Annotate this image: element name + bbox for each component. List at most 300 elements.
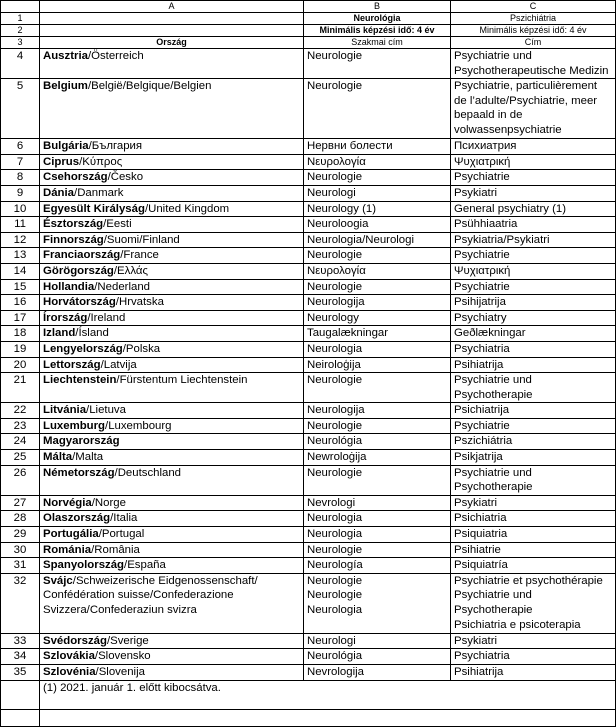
neurology-title	[304, 154, 451, 170]
row-number: 16	[1, 295, 40, 311]
country-name: Franciaország	[43, 249, 121, 262]
table-body	[1, 1, 616, 727]
country-name: Belgium	[43, 80, 88, 93]
neurology-title	[304, 418, 451, 434]
country-line	[43, 543, 300, 558]
table-row	[1, 139, 616, 155]
table-row	[1, 185, 616, 201]
country-name: Olaszország	[43, 512, 111, 525]
country-native-name: /Sverige	[106, 634, 149, 647]
column-letter-b: B	[304, 1, 451, 13]
neurology-title-line: Neurologie	[307, 374, 363, 387]
country-native-name: /Polska	[122, 342, 161, 355]
country-name: Liechtenstein	[43, 374, 117, 387]
table-row	[1, 49, 616, 79]
country-native-name: /Luxembourg	[105, 419, 172, 432]
neurology-title	[304, 450, 451, 466]
header-row-2	[1, 25, 616, 37]
table-row	[1, 434, 616, 450]
neurology-title	[304, 295, 451, 311]
country-name: Litvánia	[43, 404, 87, 417]
country-name: Szlovákia	[43, 650, 95, 663]
psychiatry-title-line: Psichiatria e psicoterapia	[454, 618, 581, 631]
country-cell	[40, 511, 304, 527]
country-native-name: /België/Belgique/Belgien	[87, 80, 212, 93]
country-name: Észtország	[43, 218, 104, 231]
table-row	[1, 418, 616, 434]
psychiatry-title-line: Psychiatrie, particulièrement	[454, 80, 598, 93]
psychiatry-title-line: Psychiatrie und	[454, 466, 532, 479]
country-line	[43, 403, 300, 418]
country-line	[43, 634, 300, 649]
country-name: Izland	[43, 327, 76, 340]
psychiatry-title-line: Psihijatrija	[454, 296, 506, 309]
country-cell	[40, 139, 304, 155]
row-number: 35	[1, 665, 40, 681]
country-line	[43, 170, 300, 185]
psychiatry-title	[451, 495, 616, 511]
country-cell	[40, 279, 304, 295]
country-line	[43, 665, 300, 680]
corner-cell	[1, 1, 40, 13]
table-row	[1, 649, 616, 665]
neurology-title	[304, 542, 451, 558]
neurology-title-line: Neiroloģija	[307, 358, 361, 371]
table-row	[1, 633, 616, 649]
row-number: 8	[1, 170, 40, 186]
psychiatry-title	[451, 665, 616, 681]
country-line	[43, 79, 300, 94]
country-native-name: /Danmark	[74, 186, 124, 199]
row-number: 3	[1, 37, 40, 49]
psychiatry-title	[451, 310, 616, 326]
footnote: (1) 2021. január 1. előtt kibocsátva.	[40, 680, 616, 709]
neurology-title-line: Neurologie	[307, 543, 363, 556]
country-name: Lengyelország	[43, 342, 123, 355]
country-native-name: /Slovenija	[95, 666, 145, 678]
neurology-title	[304, 49, 451, 79]
header-row-1	[1, 13, 616, 25]
country-name: Horvátország	[43, 296, 116, 309]
psychiatry-title-line: Психиатрия	[454, 140, 517, 153]
country-cell	[40, 527, 304, 543]
psychiatry-title-line: Psiquiatria	[454, 528, 508, 541]
psychiatry-title	[451, 527, 616, 543]
psychiatry-title-line: Psychiatry	[454, 311, 507, 324]
country-native-name: /Česko	[107, 171, 144, 184]
country-name: Svédország	[43, 634, 107, 647]
neurology-title	[304, 185, 451, 201]
neurology-title	[304, 310, 451, 326]
country-name: Finnország	[43, 233, 104, 246]
column-letter-a: A	[40, 1, 304, 13]
psychiatry-title	[451, 279, 616, 295]
country-line	[43, 558, 300, 573]
country-cell	[40, 357, 304, 373]
country-cell	[40, 403, 304, 419]
country-line	[43, 326, 300, 341]
psychiatry-title-line: Psykiatri	[454, 496, 498, 509]
country-cell	[40, 185, 304, 201]
row-number: 25	[1, 450, 40, 466]
country-native-name: /Hrvatska	[115, 296, 164, 309]
country-line	[43, 527, 300, 542]
table-row	[1, 373, 616, 403]
table-row	[1, 495, 616, 511]
row-number: 11	[1, 217, 40, 233]
neurology-title-line: Neurológia	[307, 435, 363, 448]
country-cell	[40, 248, 304, 264]
psychiatry-title-line: Ψυχιατρική	[454, 264, 511, 277]
country-name: Dánia	[43, 186, 75, 199]
neurology-title	[304, 434, 451, 450]
neurology-title-line: Neurologie	[307, 589, 363, 602]
country-cell	[40, 558, 304, 574]
table-row	[1, 232, 616, 248]
country-line	[43, 373, 300, 388]
country-cell	[40, 465, 304, 495]
country-name: Portugália	[43, 528, 99, 541]
country-native-name: /France	[120, 249, 159, 262]
neurology-title-line: Neurologie	[307, 466, 363, 479]
country-name: Lettország	[43, 358, 101, 371]
neurology-title-line: Neurology (1)	[307, 202, 377, 215]
country-cell	[40, 295, 304, 311]
neurology-title-cell: Neurológia	[304, 13, 451, 25]
footnote-row	[1, 680, 616, 709]
neurology-title-line: Neurologija	[307, 296, 365, 309]
psychiatry-title	[451, 542, 616, 558]
country-name: Ciprus	[43, 155, 80, 168]
country-native-name: /Schweizerische Eidgenossenschaft/	[72, 574, 258, 587]
country-cell	[40, 633, 304, 649]
row-number: 32	[1, 573, 40, 633]
psychiatry-title-line: bepaald in de	[454, 109, 523, 122]
row-number-empty	[1, 709, 40, 726]
psychiatry-title-line: Psichiatria	[454, 512, 507, 525]
country-line	[43, 155, 300, 170]
country-line	[43, 49, 300, 64]
psychiatry-title	[451, 326, 616, 342]
table-row	[1, 341, 616, 357]
neurology-title-line: Neurologia	[307, 604, 363, 616]
country-name: Bulgária	[43, 140, 89, 153]
country-line	[43, 311, 300, 326]
country-line	[43, 419, 300, 434]
psychiatry-title	[451, 217, 616, 233]
row-number: 29	[1, 527, 40, 543]
psychiatry-title	[451, 232, 616, 248]
psychiatry-title	[451, 649, 616, 665]
neurology-title-line: Neuroloogia	[307, 218, 369, 231]
row-number: 18	[1, 326, 40, 342]
table-row	[1, 573, 616, 633]
psychiatry-title	[451, 403, 616, 419]
country-native-name: /Ελλάς	[113, 264, 148, 277]
country-line	[43, 202, 300, 217]
country-cell	[40, 326, 304, 342]
country-line	[43, 233, 300, 248]
psychiatry-title-line: Pszichiátria	[454, 435, 513, 448]
neurology-title-line: Nevrologi	[307, 496, 356, 509]
country-cell	[40, 232, 304, 248]
row-number: 7	[1, 154, 40, 170]
country-line	[43, 574, 300, 589]
neurology-title	[304, 403, 451, 419]
psychiatry-title	[451, 373, 616, 403]
row-number: 5	[1, 79, 40, 139]
country-line	[43, 450, 300, 465]
neurology-title-line: Neurologia	[307, 342, 363, 355]
neurology-title-line: Neurologie	[307, 419, 363, 432]
neurology-title-line: Neurologi	[307, 634, 356, 647]
country-name: Németország	[43, 466, 115, 479]
psychiatry-title-line: Psychiatrie	[454, 171, 510, 184]
country-line	[43, 434, 300, 449]
row-number: 2	[1, 25, 40, 37]
neurology-title-line: Neurologija	[307, 404, 365, 417]
table-row	[1, 357, 616, 373]
row-number: 10	[1, 201, 40, 217]
row-number: 24	[1, 434, 40, 450]
country-native-name: /România	[91, 543, 140, 556]
psychiatry-title-line: Psihiatrie	[454, 543, 501, 556]
country-name: Svájc	[43, 574, 73, 587]
psychiatry-title	[451, 185, 616, 201]
row-number: 26	[1, 465, 40, 495]
neurology-title	[304, 665, 451, 681]
country-native-name: /Österreich	[87, 50, 144, 62]
psychiatry-title-line: Psychiatria	[454, 342, 510, 355]
psychiatry-title-line: Psiquiatría	[454, 559, 508, 572]
psychiatry-title	[451, 434, 616, 450]
country-cell	[40, 450, 304, 466]
country-native-name: /Malta	[72, 451, 104, 464]
psychiatry-title	[451, 450, 616, 466]
country-name: Norvégia	[43, 496, 92, 509]
country-name: Magyarország	[43, 435, 120, 448]
table-row	[1, 511, 616, 527]
psychiatry-title-line: Psykiatri	[454, 186, 498, 199]
table-row	[1, 326, 616, 342]
table-row	[1, 170, 616, 186]
country-native-name: /Latvija	[100, 358, 137, 371]
psychiatry-title-line: Psychotherapie	[454, 481, 533, 494]
psychiatry-title	[451, 341, 616, 357]
neurology-title	[304, 357, 451, 373]
country-cell	[40, 373, 304, 403]
country-name: Ausztria	[43, 50, 88, 62]
neurology-title	[304, 326, 451, 342]
row-number-empty	[1, 680, 40, 709]
country-name: Románia	[43, 543, 92, 556]
country-column-header: Ország	[40, 37, 304, 49]
psychiatry-title	[451, 248, 616, 264]
neurology-title	[304, 633, 451, 649]
country-name: Írország	[43, 311, 88, 324]
psychiatry-title-cell: Pszichiátria	[451, 13, 616, 25]
country-native-name-continued: Svizzera/Confederaziun svizra	[43, 604, 197, 616]
country-name: Egyesült Királyság	[43, 202, 145, 215]
psychiatry-title	[451, 357, 616, 373]
psychiatry-title-line: Psychiatrie	[454, 280, 510, 293]
country-line	[43, 466, 300, 481]
country-line	[43, 186, 300, 201]
neurology-title-line: Nevrologija	[307, 666, 364, 678]
neurology-title-line: Neurologie	[307, 249, 363, 262]
country-native-name: /Nederland	[94, 280, 150, 293]
header-row-3	[1, 37, 616, 49]
row-number: 13	[1, 248, 40, 264]
country-cell	[40, 434, 304, 450]
neurology-title-line: Taugalækningar	[307, 327, 389, 340]
country-cell	[40, 49, 304, 79]
country-line	[43, 496, 300, 511]
country-line	[43, 264, 300, 279]
country-name: Luxemburg	[43, 419, 106, 432]
column-letter-row	[1, 1, 616, 13]
psychiatry-title	[451, 49, 616, 79]
country-cell	[40, 170, 304, 186]
psychiatry-title-line: Psihiatrija	[454, 666, 504, 678]
country-cell	[40, 310, 304, 326]
country-cell	[40, 649, 304, 665]
neurology-title	[304, 79, 451, 139]
neurology-title-line: Neurología	[307, 559, 363, 572]
row-number: 30	[1, 542, 40, 558]
neurology-title	[304, 527, 451, 543]
table-row	[1, 310, 616, 326]
psychiatry-title-line: Ψυχιατρική	[454, 155, 511, 168]
country-line	[43, 139, 300, 154]
country-native-name: /Norge	[91, 496, 126, 509]
row-number: 17	[1, 310, 40, 326]
country-name: Málta	[43, 451, 73, 464]
country-line	[43, 342, 300, 357]
psychiatry-title-line: Psihiatrija	[454, 358, 504, 371]
psychiatry-title-line: Psychiatria	[454, 650, 510, 663]
country-cell	[40, 495, 304, 511]
column-letter-c: C	[451, 1, 616, 13]
psychiatry-title-line: Psychotherapeutische Medizin	[454, 64, 609, 77]
row-number: 6	[1, 139, 40, 155]
psychiatry-title-line: Psychotherapie	[454, 388, 533, 401]
psychiatry-title-line: General psychiatry (1)	[454, 202, 567, 215]
country-line	[43, 649, 300, 664]
neurology-title-line: Neurologie	[307, 80, 363, 93]
country-name: Szlovénia	[43, 666, 96, 678]
country-line	[43, 511, 300, 526]
country-native-name: /Κύπρος	[79, 155, 123, 168]
neurology-title-line: Нервни болести	[307, 140, 393, 153]
row-number: 9	[1, 185, 40, 201]
country-line	[43, 248, 300, 263]
neurology-title	[304, 217, 451, 233]
table-row	[1, 558, 616, 574]
psychiatry-title	[451, 170, 616, 186]
country-line	[43, 295, 300, 310]
psychiatry-title	[451, 79, 616, 139]
psychiatry-title	[451, 201, 616, 217]
psychiatry-title-line: Psichiatrija	[454, 404, 510, 417]
neurology-title-line: Νευρολογία	[307, 155, 366, 168]
country-native-name: /United Kingdom	[144, 202, 230, 215]
psychiatry-title-line: Psykiatria/Psykiatri	[454, 233, 550, 246]
country-line	[43, 358, 300, 373]
psychiatry-title	[451, 418, 616, 434]
row-number: 22	[1, 403, 40, 419]
neurology-title-line: Neurology	[307, 311, 359, 324]
psychiatry-title	[451, 295, 616, 311]
row-number: 23	[1, 418, 40, 434]
country-cell	[40, 154, 304, 170]
psychiatry-title	[451, 139, 616, 155]
country-native-name: /Deutschland	[114, 466, 182, 479]
country-native-name: /Ireland	[87, 311, 126, 324]
psychiatry-title-line: Psikjatrija	[454, 451, 503, 464]
country-name: Görögország	[43, 264, 114, 277]
country-native-name: /Eesti	[103, 218, 132, 231]
neurology-title-line: Neurologie	[307, 280, 363, 293]
table-row	[1, 542, 616, 558]
psychiatry-title-line: Geðlækningar	[454, 327, 526, 340]
neurology-title	[304, 232, 451, 248]
country-native-name: /Lietuva	[86, 404, 126, 417]
row-number: 28	[1, 511, 40, 527]
psychiatry-title-line: Psychiatrie und	[454, 589, 532, 602]
psychiatry-title-line: Psykiatri	[454, 634, 498, 647]
country-cell	[40, 217, 304, 233]
psychiatry-title	[451, 511, 616, 527]
psychiatry-title-line: de l’adulte/Psychiatrie, meer	[454, 94, 598, 107]
psychiatry-title-line: Psychotherapie	[454, 604, 533, 616]
neurology-title	[304, 170, 451, 186]
professional-title-column-header: Szakmai cím	[304, 37, 451, 49]
neurology-title	[304, 558, 451, 574]
psychiatry-title	[451, 465, 616, 495]
psychiatry-title	[451, 633, 616, 649]
neurology-title-line: Neurologie	[307, 171, 363, 184]
country-cell	[40, 542, 304, 558]
row-number: 4	[1, 49, 40, 79]
table-row	[1, 217, 616, 233]
table-row	[1, 665, 616, 681]
country-native-name: /България	[88, 140, 143, 153]
country-cell	[40, 341, 304, 357]
row-number: 27	[1, 495, 40, 511]
neurology-title-line: Neurologie	[307, 50, 363, 62]
neurology-title	[304, 341, 451, 357]
neurology-title-line: Neurologi	[307, 186, 356, 199]
row-number: 34	[1, 649, 40, 665]
country-name: Hollandia	[43, 280, 95, 293]
country-native-name: /Fürstentum Liechtenstein	[116, 374, 248, 387]
country-line	[43, 280, 300, 295]
country-native-name: /Portugal	[98, 528, 145, 541]
country-cell	[40, 79, 304, 139]
table-row	[1, 527, 616, 543]
row-number: 33	[1, 633, 40, 649]
psychiatry-training-duration: Minimális képzési idő: 4 év	[451, 25, 616, 37]
psychiatry-title	[451, 263, 616, 279]
psychiatry-title-line: Psühhiaatria	[454, 218, 518, 231]
psychiatry-title-line: Psychiatrie et psychothérapie	[454, 574, 603, 587]
row-number: 1	[1, 13, 40, 25]
psychiatry-title-line: volwassenpsychiatrie	[454, 123, 562, 136]
neurology-title	[304, 649, 451, 665]
neurology-title	[304, 511, 451, 527]
header-cell-a	[40, 25, 304, 37]
